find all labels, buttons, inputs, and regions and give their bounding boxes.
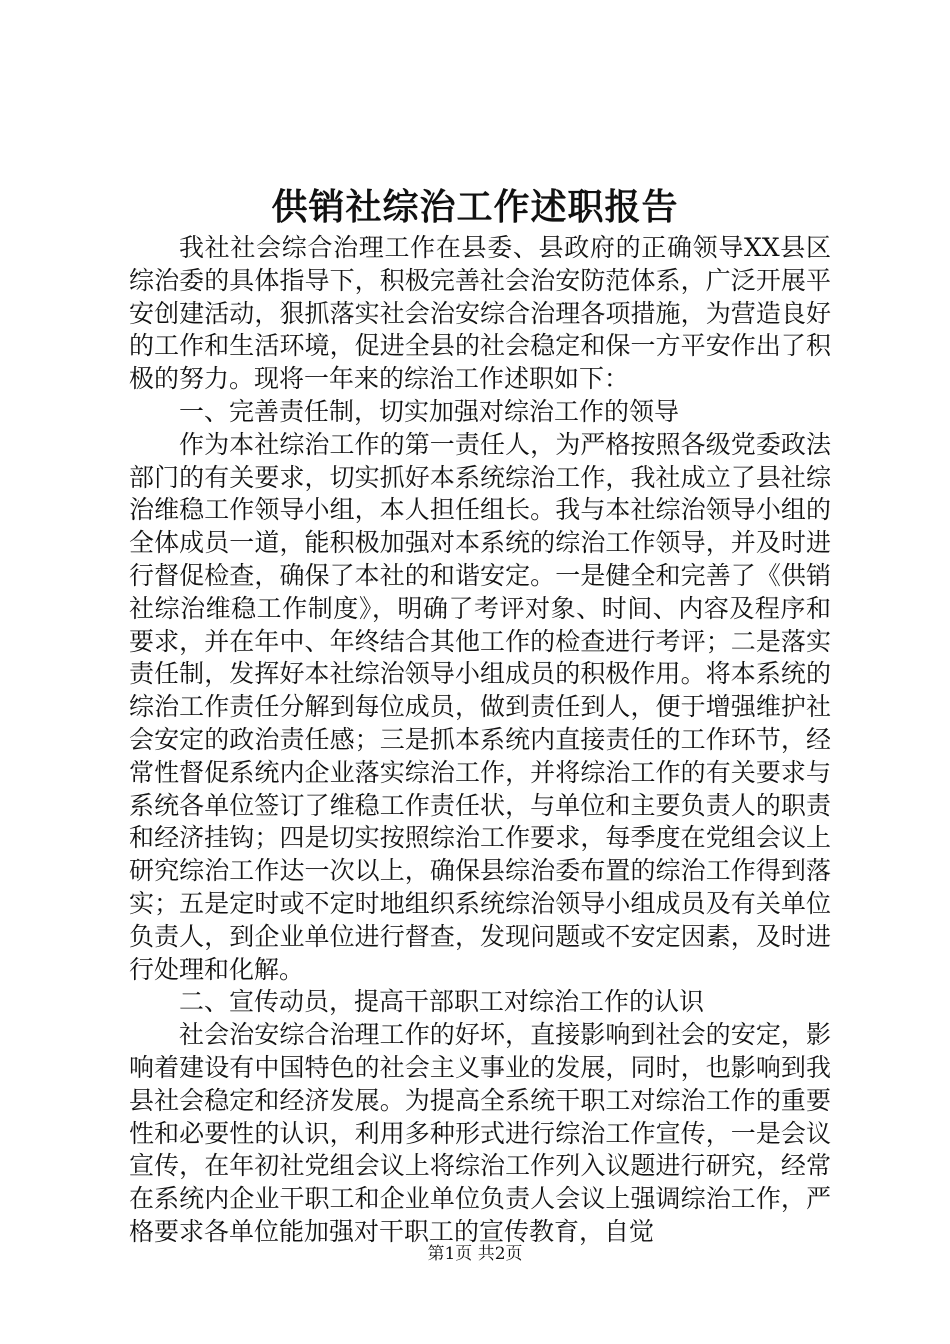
paragraph-section-2: 社会治安综合治理工作的好坏，直接影响到社会的安定，影响着建设有中国特色的社会主义事业的发展，同时，也影响到我县社会稳定和经济发展。为提高全系统干职工对综治工作的重要性和必要性的认识，利用多种形式进行综治工作宣传，一是会议宣传，在年初社党组会议上将综治工作列入议题进行研究，经常在系统内企业干职工和企业单位负责人会议上强调综治工作，严格要求各单位能加强对干职工的宣传教育，自觉 [129,1020,831,1246]
document-body [129,232,831,1249]
paragraph-section-1: 作为本社综治工作的第一责任人，为严格按照各级党委政法部门的有关要求，切实抓好本系统综治工作，我社成立了县社综治维稳工作领导小组，本人担任组长。我与本社综治领导小组的全体成员一道，能积极加强对本系统的综治工作领导，并及时进行督促检查，确保了本社的和谐安定。一是健全和完善了《供销社综治维稳工作制度》，明确了考评对象、时间、内容及程序和要求，并在年中、年终结合其他工作的检查进行考评；二是落实责任制，发挥好本社综治领导小组成员的积极作用。将本系统的综治工作责任分解到每位成员，做到责任到人，便于增强维护社会安定的政治责任感；三是抓本系统内直接责任的工作环节，经常性督促系统内企业落实综治工作，并将综治工作的有关要求与系统各单位签订了维稳工作责任状，与单位和主要负责人的职责和经济挂钩；四是切实按照综治工作要求，每季度在党组会议上研究综治工作达一次以上，确保县综治委布置的综治工作得到落实；五是定时或不定时地组织系统综治领导小组成员及有关单位负责人，到企业单位进行督查，发现问题或不安定因素，及时进行处理和化解。 [129,429,831,984]
section-heading-1: 一、完善责任制，切实加强对综治工作的领导 [179,396,680,426]
document-title: 供销社综治工作述职报告 [271,186,679,228]
paragraph-intro: 我社社会综合治理工作在县委、县政府的正确领导XX县区综治委的具体指导下，积极完善社会治安防范体系，广泛开展平安创建活动，狠抓落实社会治安综合治理各项措施，为营造良好的工作和生活环境，促进全县的社会稳定和保一方平安作出了积极的努力。现将一年来的综治工作述职如下： [129,233,831,394]
section-heading-2: 二、宣传动员，提高干部职工对综治工作的认识 [179,987,705,1017]
page-footer: 第1页 共2页 [427,1244,523,1264]
